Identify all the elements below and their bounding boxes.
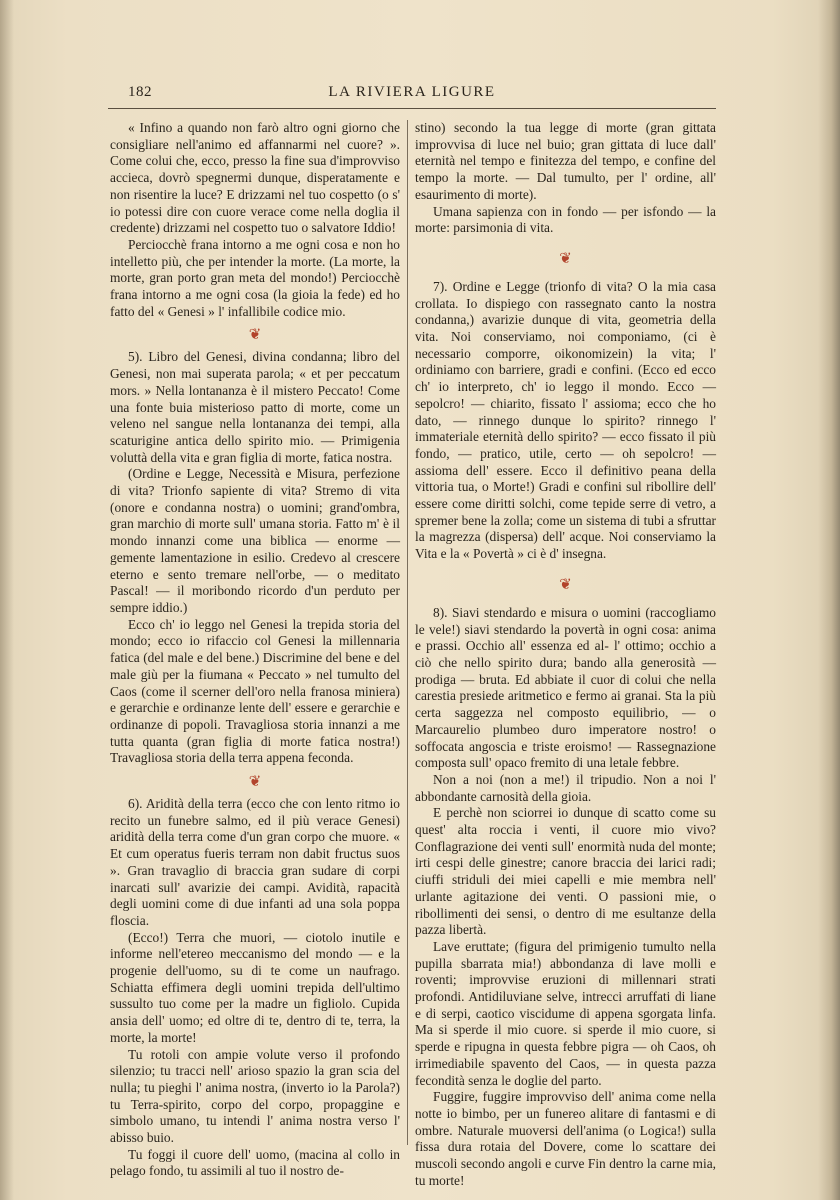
page-number: 182 — [128, 84, 152, 100]
page-header — [108, 82, 716, 109]
paragraph: (Ecco!) Terra che muori, — ciotolo inutile e informe nell'etereo meccanismo del mondo — e la progenie dell'uomo, su di te come un naufrago. Schiatta effimera degli uomini trepida dell'ultimo sussulto tuo come per la madre un figliolo. Cupida ansia dell' uomo; ed oltre di te, dentro di te, terra, la morte, la morte! — [110, 929, 400, 1045]
ornament-icon: ❦ — [559, 250, 572, 267]
paragraph: 7). Ordine e Legge (trionfo di vita? O la mia casa crollata. Io dispiego con rassegnato canto la nostra condanna,) avarizie dunque di vita, geometria della vita. Noi conserviamo, noi componiamo, (ci è necessario comporre, oikonomizein) la vita; l' ordiniamo con barriere, gradi e confini. (Ecco ed ecco ch' io interpreto, ch' io leggo il mondo. Ecco — sepolcro! — chiarito, fissato l' assioma; ecco che ho dato, — rinnego dunque lo spirito? rinnego l' immateriale eternità dello spirito? — ecco fissato il più fondo, — pratico, utile, certo — oh sepolcro! — assioma dell' essere. Ecco il definitivo peana della vittoria tua, o Morte!) Gradi e confini sul ribollire dell' essere come diritti solchi, come tepide serre di vetro, a spremer bene la zolla; come un sistema di tubi a sfruttar la magrezza (dispersa) dell' acque. Noi conserviamo la Vita e la « Povertà » ci è d' insegna. — [415, 278, 716, 562]
paragraph: Perciocchè frana intorno a me ogni cosa e non ho intelletto più, che per intender la morte. (La morte, la morte, gran porto gran meta del mondo!) Perciocchè frana intorno a me ogni cosa (la gioia la fede) ed ho fatto del « Genesi » l' infallibile codice mio. — [110, 236, 400, 319]
paragraph: 5). Libro del Genesi, divina condanna; libro del Genesi, non mai superata parola; « et per peccatum mors. » Nella lontananza è il mistero Peccato! Come una fonte buia misterioso patto di morte, come un veleno nel sangue nella lontananza dei tempi, alla scaturigine antica dello spirito mio. — Primigenia voluttà della vita e gran figlia di morte, fatica nostra. — [110, 349, 400, 465]
page-shadow-left — [0, 0, 14, 1200]
ornament-icon: ❦ — [248, 327, 262, 344]
paragraph: Umana sapienza con in fondo — per isfondo — la morte: parsimonia di vita. — [415, 203, 716, 236]
right-column — [415, 120, 716, 1189]
paragraph: Non a noi (non a me!) il tripudio. Non a noi l' abbondante carnosità della gioia. — [415, 771, 716, 804]
paragraph: « Infino a quando non farò altro ogni giorno che consigliare nell'animo ed affannarmi nel cuore? ». Come colui che, ecco, presso la fine sua d'improvviso accieca, dovrò spegnermi dunque, disperatamente e non risentire la luce? E drizzami nel tuo cospetto (o s' io potessi dire con cuore verace come nella doglia il credente) drizzami nel cospetto tuo o salvatore Iddio! — [110, 120, 400, 236]
paragraph: Ecco ch' io leggo nel Genesi la trepida storia del mondo; ecco io rifaccio col Genesi la millennaria fatica (del male e del bene.) Discrimine del bene e del male giù per la fiumana « Peccato » nel tumulto del Caos (come il scerner dell'oro nella franosa miniera) e gerarchie e ordinanze lente dell' essere e gerarchie e ordinanze di popoli. Travagliosa storia innanzi a me tutta quanta (gran figlia di morte fatica nostra!) Travagliosa storia della terra appena feconda. — [110, 616, 400, 766]
paragraph: 6). Aridità della terra (ecco che con lento ritmo io recito un funebre salmo, ed il più verace Genesi) aridità della terra come d'un gran corpo che muore. « Et cum operatus fueris terram non dabit fructus suos ». Gran travaglio di braccia gran sudare di corpi inarcati sull' avarizie dei campi. Avidità, rapacità degli uomini come di due infanti ad una sola poppa floscia. — [110, 796, 400, 928]
paragraph: Tu rotoli con ampie volute verso il profondo silenzio; tu tracci nell' arioso spazio la gran scia del nulla; tu pieghi l' anima nostra, (inverto io la Parola?) tu Terra-spirito, corpo del corpo, propaggine e simbolo umano, tu intendi l' anima nostra verso l' abisso buio. — [110, 1046, 400, 1146]
paragraph: stino) secondo la tua legge di morte (gran gittata improvvisa di luce nel buio; gran gittata di luce dall' eternità nel tempo e finitezza del tempo, e confine del tempo la morte. — Dal tumulto, per l' ordine, all' esaurimento di morte). — [415, 120, 716, 202]
paragraph: (Ordine e Legge, Necessità e Misura, perfezione di vita? Trionfo sapiente di vita? Stremo di vita (onore e condanna nostra) o uomini; grand'ombra, gran marchio di morte sull' umana storia. Fatto m' è il mondo innanzi come una biblica — enorme — gemente lamentazione in esilio. Credevo al crescere eterno e sento tremare nell'orbe, — o meditato Pascal! — il moribondo ricordo d'un perduto per sempre iddio.) — [110, 466, 400, 615]
ornament-icon: ❦ — [248, 774, 262, 791]
paragraph: Fuggire, fuggire improvviso dell' anima come nella notte io bimbo, per un funereo alitare di fantasmi e di ombre. Naturale muoversi dell'anima (o Logica!) sulla fissa dura rotaia del Dovere, come lo scattare dei muscoli secondo angoli e curve Fin dentro la carne mia, tu morte! — [415, 1089, 716, 1188]
running-title: LA RIVIERA LIGURE — [328, 84, 496, 100]
paragraph: E perchè non sciorrei io dunque di scatto come su quest' alta roccia i venti, il cuore mio vivo? Conflagrazione dei venti sull' enormità nuda del monte; irti cespi delle ginestre; canore braccia dei larici radi; ciuffi striduli dei miei capelli e mie membra nell' urlante agitazione dei venti. O passioni mie, o ribollimenti dei sensi, o dentro di me esultanze della pazza libertà. — [415, 805, 716, 938]
column-divider — [407, 120, 408, 1145]
page-shadow-right — [818, 0, 840, 1200]
paragraph: 8). Siavi stendardo e misura o uomini (raccogliamo le vele!) siavi stendardo la povertà in ogni cosa: anima e prassi. Occhio all' essenza ed al- l' ottimo; occhio a ciò che nello spirito dura; bando alla generosità — prodiga — bruta. Ed abbiate il cuor di colui che nella carestia presiede aritmetico e fermo ai granai. Sta la più certa saggezza nel composto equilibrio, — o Marcaurelio plumbeo duro imperatore nostro! o soffocata angoscia e triste eroismo! — Rassegnazione composta sull' opaco fremito di una letale febbre. — [415, 604, 716, 771]
paragraph: Lave eruttate; (figura del primigenio tumulto nella pupilla sbarrata mia!) abbondanza di lave molli e roventi; improvvise eruzioni di millennari strati profondi. Antidiluviane selve, intrecci arruffati di liane e di serpi, caotico viscidume di appena sgorgata linfa. Ma si sperde il mio cuore. si sperde il mio cuore, si sperde e ripugna in questa febbre pigra — oh Caos, oh irrimediabile spavento del Caos, — in questa pazza fecondità senza le doglie del parto. — [415, 938, 716, 1088]
left-column — [110, 120, 400, 1180]
paragraph: Tu foggi il cuore dell' uomo, (macina al collo in pelago fondo, tu assimili al tuo il nostro de- — [110, 1146, 400, 1179]
ornament-icon: ❦ — [559, 576, 572, 593]
